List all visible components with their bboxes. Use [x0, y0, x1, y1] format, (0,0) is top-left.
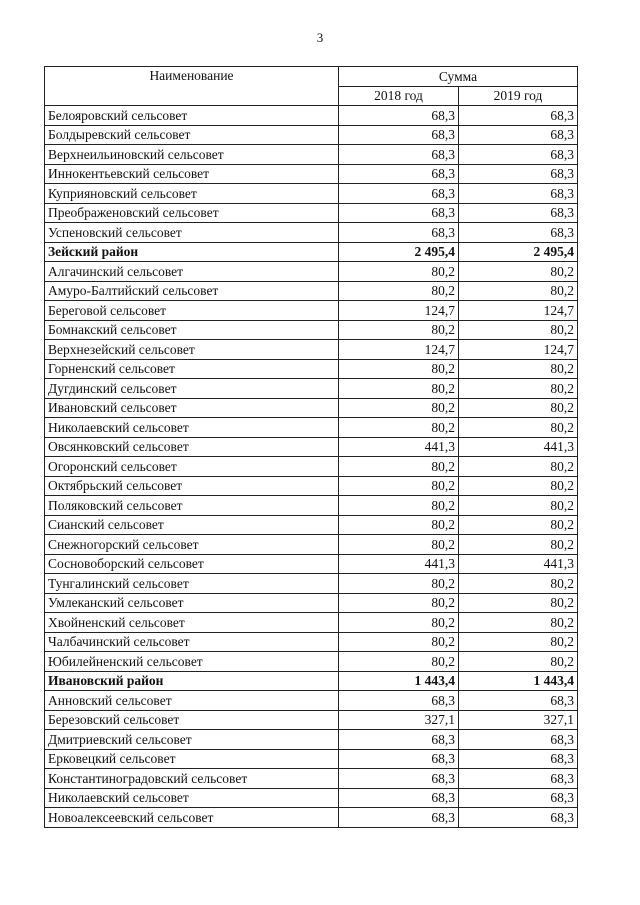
- table-row: [45, 301, 578, 321]
- row-name-cell: Дугдинский сельсовет: [45, 379, 339, 399]
- row-name-cell: Береговой сельсовет: [45, 301, 339, 321]
- table-row: [45, 808, 578, 828]
- table-row: [45, 359, 578, 379]
- row-name-cell: Хвойненский сельсовет: [45, 613, 339, 633]
- header-name: Наименование: [45, 67, 339, 106]
- row-2019-cell: 68,3: [459, 788, 578, 808]
- row-2019-cell: 80,2: [459, 535, 578, 555]
- table-row: [45, 164, 578, 184]
- row-2019-cell: 68,3: [459, 808, 578, 828]
- row-name-cell: Амуро-Балтийский сельсовет: [45, 281, 339, 301]
- row-name-cell: Анновский сельсовет: [45, 691, 339, 711]
- table-row: [45, 340, 578, 360]
- row-2018-cell: 80,2: [339, 476, 459, 496]
- row-2019-cell: 327,1: [459, 710, 578, 730]
- table-row: [45, 320, 578, 340]
- row-2019-cell: 80,2: [459, 515, 578, 535]
- table-row: [45, 476, 578, 496]
- table-row: [45, 437, 578, 457]
- row-name-cell: Иннокентьевский сельсовет: [45, 164, 339, 184]
- row-2018-cell: 80,2: [339, 535, 459, 555]
- table-row: [45, 223, 578, 243]
- row-name-cell: Чалбачинский сельсовет: [45, 632, 339, 652]
- row-2018-cell: 80,2: [339, 398, 459, 418]
- row-name-cell: Куприяновский сельсовет: [45, 184, 339, 204]
- row-name-cell: Дмитриевский сельсовет: [45, 730, 339, 750]
- table-row: [45, 710, 578, 730]
- row-name-cell: Константиноградовский сельсовет: [45, 769, 339, 789]
- table-body: [45, 106, 578, 828]
- row-name-cell: Николаевский сельсовет: [45, 418, 339, 438]
- row-name-cell: Тунгалинский сельсовет: [45, 574, 339, 594]
- row-2019-cell: 68,3: [459, 749, 578, 769]
- row-name-cell: Верхнезейский сельсовет: [45, 340, 339, 360]
- table-row: [45, 145, 578, 165]
- budget-table: [44, 66, 578, 828]
- row-2019-cell: 80,2: [459, 320, 578, 340]
- row-2018-cell: 68,3: [339, 749, 459, 769]
- table-row: [45, 203, 578, 223]
- row-2018-cell: 68,3: [339, 730, 459, 750]
- row-name-cell: Николаевский сельсовет: [45, 788, 339, 808]
- row-2018-cell: 68,3: [339, 691, 459, 711]
- row-2019-cell: 68,3: [459, 106, 578, 126]
- row-name-cell: Зейский район: [45, 242, 339, 262]
- row-name-cell: Огоронский сельсовет: [45, 457, 339, 477]
- row-name-cell: Ерковецкий сельсовет: [45, 749, 339, 769]
- table-row: [45, 496, 578, 516]
- row-name-cell: Октябрьский сельсовет: [45, 476, 339, 496]
- row-2019-cell: 80,2: [459, 398, 578, 418]
- table-row: [45, 281, 578, 301]
- row-2018-cell: 80,2: [339, 379, 459, 399]
- row-2018-cell: 68,3: [339, 808, 459, 828]
- row-2018-cell: 80,2: [339, 496, 459, 516]
- table-row: [45, 418, 578, 438]
- row-2018-cell: 68,3: [339, 145, 459, 165]
- district-total-row: [45, 242, 578, 262]
- row-2018-cell: 80,2: [339, 262, 459, 282]
- row-name-cell: Сианский сельсовет: [45, 515, 339, 535]
- row-2019-cell: 68,3: [459, 691, 578, 711]
- row-name-cell: Преображеновский сельсовет: [45, 203, 339, 223]
- table-row: [45, 593, 578, 613]
- row-name-cell: Поляковский сельсовет: [45, 496, 339, 516]
- header-year-2018: 2018 год: [339, 86, 459, 106]
- header-sum: Сумма: [339, 67, 578, 87]
- row-2018-cell: 80,2: [339, 613, 459, 633]
- row-2018-cell: 80,2: [339, 320, 459, 340]
- table-row: [45, 398, 578, 418]
- row-2018-cell: 80,2: [339, 281, 459, 301]
- row-2018-cell: 80,2: [339, 652, 459, 672]
- row-2019-cell: 68,3: [459, 223, 578, 243]
- row-2018-cell: 441,3: [339, 554, 459, 574]
- row-2019-cell: 80,2: [459, 574, 578, 594]
- row-2018-cell: 68,3: [339, 184, 459, 204]
- row-2019-cell: 68,3: [459, 125, 578, 145]
- row-2019-cell: 80,2: [459, 476, 578, 496]
- row-2019-cell: 68,3: [459, 203, 578, 223]
- row-2019-cell: 80,2: [459, 632, 578, 652]
- table-row: [45, 554, 578, 574]
- table-row: [45, 457, 578, 477]
- row-2018-cell: 124,7: [339, 340, 459, 360]
- row-2018-cell: 80,2: [339, 515, 459, 535]
- row-name-cell: Снежногорский сельсовет: [45, 535, 339, 555]
- row-2019-cell: 441,3: [459, 554, 578, 574]
- row-2018-cell: 68,3: [339, 203, 459, 223]
- row-2018-cell: 68,3: [339, 788, 459, 808]
- row-2019-cell: 80,2: [459, 281, 578, 301]
- row-2018-cell: 1 443,4: [339, 671, 459, 691]
- row-name-cell: Овсянковский сельсовет: [45, 437, 339, 457]
- row-2019-cell: 124,7: [459, 301, 578, 321]
- row-name-cell: Успеновский сельсовет: [45, 223, 339, 243]
- row-2018-cell: 68,3: [339, 769, 459, 789]
- row-2018-cell: 124,7: [339, 301, 459, 321]
- table-row: [45, 262, 578, 282]
- district-total-row: [45, 671, 578, 691]
- row-2019-cell: 68,3: [459, 184, 578, 204]
- row-2019-cell: 80,2: [459, 652, 578, 672]
- table-row: [45, 730, 578, 750]
- row-name-cell: Новоалексеевский сельсовет: [45, 808, 339, 828]
- row-2019-cell: 68,3: [459, 769, 578, 789]
- table-row: [45, 106, 578, 126]
- row-2019-cell: 80,2: [459, 418, 578, 438]
- table-row: [45, 515, 578, 535]
- table-header: [45, 67, 578, 106]
- row-2018-cell: 80,2: [339, 359, 459, 379]
- row-name-cell: Юбилейненский сельсовет: [45, 652, 339, 672]
- table-row: [45, 125, 578, 145]
- row-2019-cell: 124,7: [459, 340, 578, 360]
- table-row: [45, 691, 578, 711]
- row-2019-cell: 80,2: [459, 496, 578, 516]
- row-name-cell: Горненский сельсовет: [45, 359, 339, 379]
- row-2018-cell: 2 495,4: [339, 242, 459, 262]
- row-2018-cell: 80,2: [339, 574, 459, 594]
- row-2019-cell: 441,3: [459, 437, 578, 457]
- table-row: [45, 749, 578, 769]
- row-2018-cell: 68,3: [339, 164, 459, 184]
- row-name-cell: Бомнакский сельсовет: [45, 320, 339, 340]
- row-2018-cell: 80,2: [339, 457, 459, 477]
- header-year-2019: 2019 год: [459, 86, 578, 106]
- table-row: [45, 379, 578, 399]
- row-2019-cell: 80,2: [459, 593, 578, 613]
- table-row: [45, 788, 578, 808]
- row-name-cell: Умлеканский сельсовет: [45, 593, 339, 613]
- row-2019-cell: 2 495,4: [459, 242, 578, 262]
- table-row: [45, 632, 578, 652]
- row-2018-cell: 441,3: [339, 437, 459, 457]
- row-2019-cell: 1 443,4: [459, 671, 578, 691]
- page-number: 3: [316, 30, 324, 45]
- row-2018-cell: 68,3: [339, 106, 459, 126]
- row-name-cell: Болдыревский сельсовет: [45, 125, 339, 145]
- row-2018-cell: 327,1: [339, 710, 459, 730]
- row-2019-cell: 80,2: [459, 262, 578, 282]
- row-name-cell: Верхнеильиновский сельсовет: [45, 145, 339, 165]
- row-name-cell: Березовский сельсовет: [45, 710, 339, 730]
- row-name-cell: Ивановский сельсовет: [45, 398, 339, 418]
- row-2018-cell: 68,3: [339, 125, 459, 145]
- row-2019-cell: 68,3: [459, 145, 578, 165]
- row-name-cell: Алгачинский сельсовет: [45, 262, 339, 282]
- row-2018-cell: 80,2: [339, 632, 459, 652]
- row-2018-cell: 68,3: [339, 223, 459, 243]
- table-row: [45, 184, 578, 204]
- table-row: [45, 613, 578, 633]
- row-2019-cell: 80,2: [459, 457, 578, 477]
- row-name-cell: Сосновоборский сельсовет: [45, 554, 339, 574]
- row-2019-cell: 68,3: [459, 164, 578, 184]
- table-row: [45, 769, 578, 789]
- table-row: [45, 535, 578, 555]
- row-2019-cell: 68,3: [459, 730, 578, 750]
- row-2019-cell: 80,2: [459, 379, 578, 399]
- table-row: [45, 652, 578, 672]
- row-2018-cell: 80,2: [339, 593, 459, 613]
- row-name-cell: Ивановский район: [45, 671, 339, 691]
- row-2018-cell: 80,2: [339, 418, 459, 438]
- row-name-cell: Белояровский сельсовет: [45, 106, 339, 126]
- row-2019-cell: 80,2: [459, 613, 578, 633]
- row-2019-cell: 80,2: [459, 359, 578, 379]
- table-row: [45, 574, 578, 594]
